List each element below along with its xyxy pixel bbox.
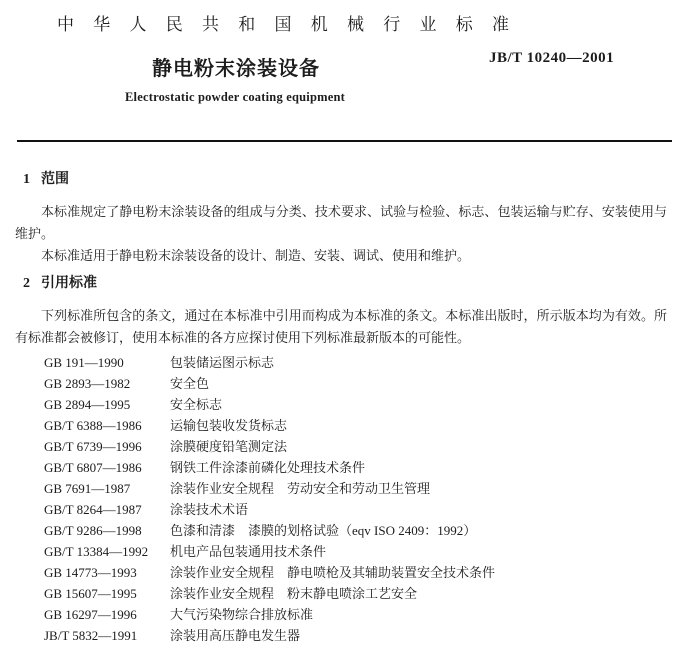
national-standard-header: 中 华 人 民 共 和 国 机 械 行 业 标 准 xyxy=(57,15,517,34)
reference-title: 涂装用高压静电发生器 xyxy=(170,628,301,643)
header-divider-rule xyxy=(17,140,672,142)
reference-item xyxy=(44,499,668,520)
reference-title: 涂装技术术语 xyxy=(170,502,249,517)
document-title-english: Electrostatic powder coating equipment xyxy=(125,90,345,104)
reference-item xyxy=(44,352,668,373)
reference-item xyxy=(44,373,668,394)
reference-title: 安全色 xyxy=(170,376,210,391)
reference-item xyxy=(44,436,668,457)
reference-code: GB 191—1990 xyxy=(44,355,124,370)
reference-title: 涂装作业安全规程 劳动安全和劳动卫生管理 xyxy=(170,481,431,496)
reference-code: GB/T 13384—1992 xyxy=(44,544,149,559)
reference-code: GB/T 9286—1998 xyxy=(44,523,142,538)
reference-item xyxy=(44,415,668,436)
reference-item xyxy=(44,541,668,562)
reference-item xyxy=(44,562,668,583)
reference-title: 涂膜硬度铅笔测定法 xyxy=(170,439,288,454)
reference-code: GB/T 6739—1996 xyxy=(44,439,142,454)
section-number: 1 xyxy=(23,172,30,187)
reference-code: GB 15607—1995 xyxy=(44,586,137,601)
reference-code: GB/T 8264—1987 xyxy=(44,502,142,517)
scope-paragraph-2: 本标准适用于静电粉末涂装设备的设计、制造、安装、调试、使用和维护。 xyxy=(41,248,471,263)
reference-code: GB/T 6388—1986 xyxy=(44,418,142,433)
reference-code: GB 2894—1995 xyxy=(44,397,131,412)
section-number: 2 xyxy=(23,276,30,291)
document-body xyxy=(0,163,683,646)
referenced-standards-list xyxy=(44,352,668,646)
section-title: 范围 xyxy=(41,172,69,187)
reference-title: 安全标志 xyxy=(170,397,223,412)
section-heading-scope xyxy=(23,171,668,189)
reference-title: 钢铁工件涂漆前磷化处理技术条件 xyxy=(170,460,366,475)
reference-code: JB/T 5832—1991 xyxy=(44,628,138,643)
standard-number: JB/T 10240—2001 xyxy=(489,50,615,66)
reference-code: GB 7691—1987 xyxy=(44,481,131,496)
reference-title: 运输包装收发货标志 xyxy=(170,418,288,433)
references-intro-paragraph: 下列标准所包含的条文，通过在本标准中引用而构成为本标准的条文。本标准出版时，所示版本均为有效。所有标准都会被修订，使用本标准的各方应探讨使用下列标准最新版本的可能性。 xyxy=(15,308,667,345)
reference-title: 机电产品包装通用技术条件 xyxy=(170,544,327,559)
section-heading-references xyxy=(23,275,668,293)
reference-item xyxy=(44,604,668,625)
reference-title: 大气污染物综合排放标准 xyxy=(170,607,314,622)
reference-item xyxy=(44,457,668,478)
scope-paragraph-1: 本标准规定了静电粉末涂装设备的组成与分类、技术要求、试验与检验、标志、包装运输与贮存、安装使用与维护。 xyxy=(15,204,667,241)
reference-item xyxy=(44,478,668,499)
reference-item xyxy=(44,583,668,604)
reference-item xyxy=(44,625,668,646)
reference-code: GB 14773—1993 xyxy=(44,565,137,580)
reference-title: 色漆和清漆 漆膜的划格试验（eqv ISO 2409：1992） xyxy=(170,523,477,538)
reference-code: GB 16297—1996 xyxy=(44,607,137,622)
reference-title: 包装储运图示标志 xyxy=(170,355,275,370)
reference-item xyxy=(44,394,668,415)
section-title: 引用标准 xyxy=(41,276,97,291)
document-title-chinese: 静电粉末涂装设备 xyxy=(152,58,320,80)
reference-item xyxy=(44,520,668,541)
reference-title: 涂装作业安全规程 粉末静电喷涂工艺安全 xyxy=(170,586,418,601)
reference-code: GB 2893—1982 xyxy=(44,376,131,391)
reference-title: 涂装作业安全规程 静电喷枪及其辅助装置安全技术条件 xyxy=(170,565,496,580)
reference-code: GB/T 6807—1986 xyxy=(44,460,142,475)
